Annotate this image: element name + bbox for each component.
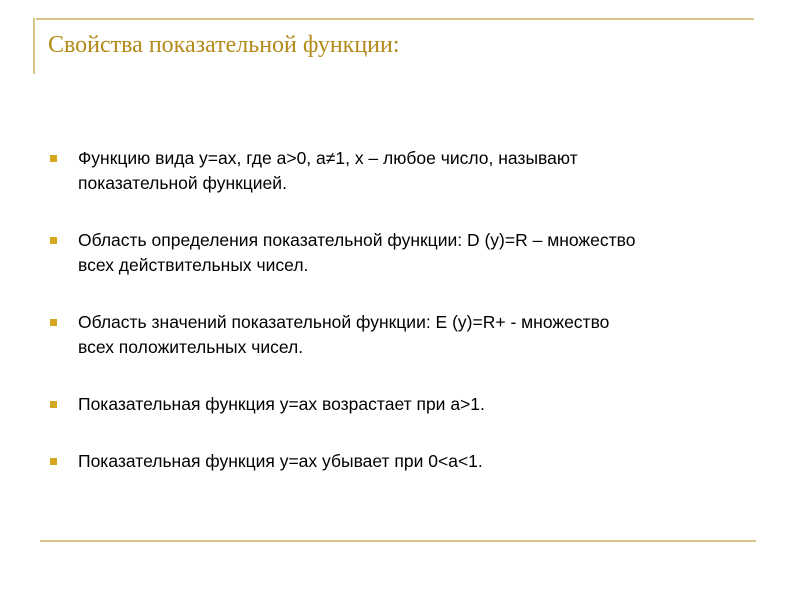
left-frame-rule: [33, 18, 35, 74]
bullet-text: Показательная функция y=ax убывает при 0<a<1.: [78, 451, 483, 471]
square-bullet-icon: [50, 155, 57, 162]
square-bullet-icon: [50, 319, 57, 326]
bullet-item: [48, 146, 648, 196]
square-bullet-icon: [50, 237, 57, 244]
bullet-list: [48, 146, 648, 506]
square-bullet-icon: [50, 401, 57, 408]
bullet-text: Область определения показательной функции: D (y)=R – множество всех действительных чисел.: [78, 230, 636, 275]
bullet-text: Функцию вида y=ax, где a>0, a≠1, x – любое число, называют показательной функцией.: [78, 148, 578, 193]
bullet-item: [48, 449, 648, 474]
slide-title: Свойства показательной функции:: [48, 32, 400, 58]
bullet-item: [48, 310, 648, 360]
top-frame-rule: [36, 18, 754, 20]
bullet-text: Область значений показательной функции: E (y)=R+ - множество всех положительных чисел.: [78, 312, 610, 357]
bottom-rule: [40, 540, 756, 542]
bullet-text: Показательная функция y=ax возрастает при a>1.: [78, 394, 485, 414]
bullet-item: [48, 392, 648, 417]
square-bullet-icon: [50, 458, 57, 465]
bullet-item: [48, 228, 648, 278]
